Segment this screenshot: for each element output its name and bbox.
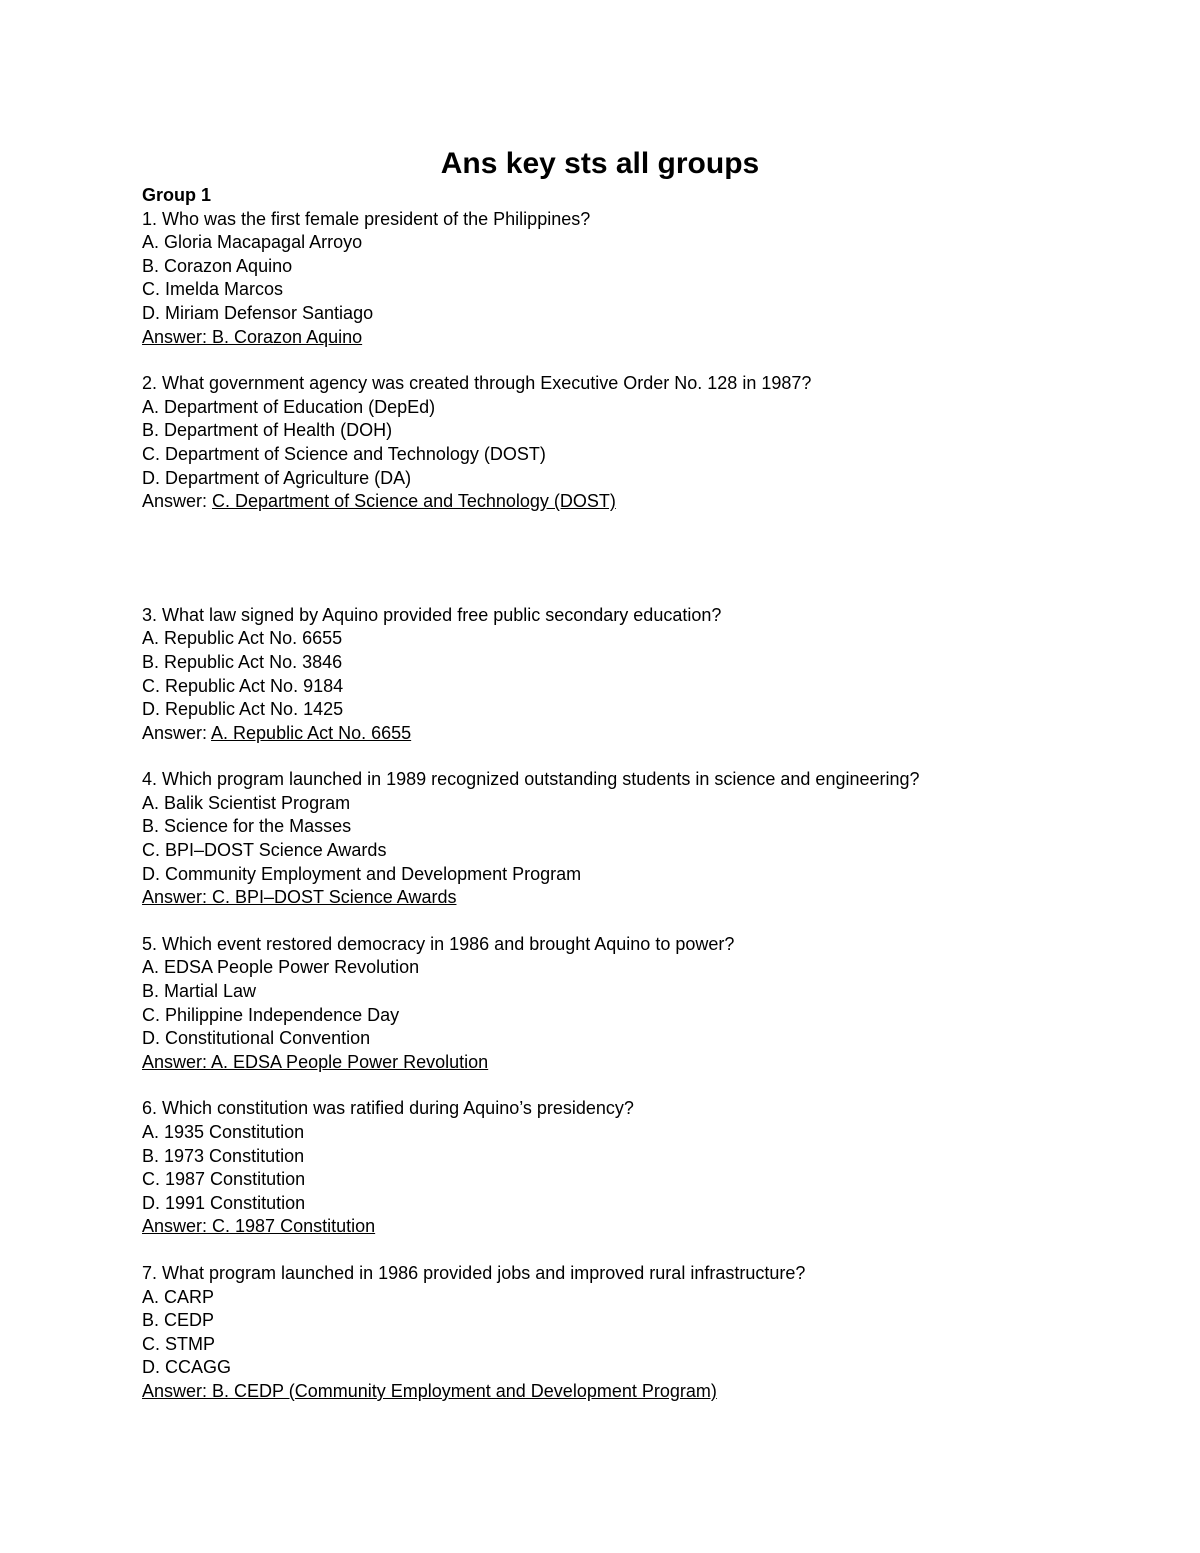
option: B. Martial Law bbox=[142, 981, 257, 1002]
option: C. 1987 Constitution bbox=[142, 1169, 306, 1190]
question-block bbox=[142, 1097, 1142, 1239]
answer-text: A. Republic Act No. 6655 bbox=[211, 722, 412, 743]
question-text: 1. Who was the first female president of the Philippines? bbox=[142, 208, 591, 229]
option: D. Community Employment and Development Program bbox=[142, 863, 582, 884]
question-text: 6. Which constitution was ratified during Aquino’s presidency? bbox=[142, 1098, 634, 1119]
answer-line bbox=[142, 722, 1142, 746]
option: A. CARP bbox=[142, 1286, 215, 1307]
option: A. 1935 Constitution bbox=[142, 1122, 305, 1142]
option: D. Republic Act No. 1425 bbox=[142, 699, 344, 720]
option: D. CCAGG bbox=[142, 1357, 232, 1378]
answer-text: Answer: B. Corazon Aquino bbox=[142, 326, 363, 347]
question-block bbox=[142, 208, 1142, 350]
option: B. 1973 Constitution bbox=[142, 1145, 305, 1166]
option: C. Republic Act No. 9184 bbox=[142, 675, 344, 696]
question-text: 2. What government agency was created through Executive Order No. 128 in 1987? bbox=[142, 373, 812, 394]
option: D. Constitutional Convention bbox=[142, 1028, 371, 1049]
option: C. Imelda Marcos bbox=[142, 279, 284, 300]
answer-text: Answer: C. BPI–DOST Science Awards bbox=[142, 887, 457, 908]
option: B. Corazon Aquino bbox=[142, 255, 293, 276]
option: C. Philippine Independence Day bbox=[142, 1004, 400, 1025]
group-heading: Group 1 bbox=[142, 185, 212, 205]
answer-line bbox=[142, 1051, 1142, 1075]
option: B. CEDP bbox=[142, 1310, 215, 1331]
option: A. EDSA People Power Revolution bbox=[142, 957, 420, 978]
option: C. STMP bbox=[142, 1333, 216, 1354]
option: A. Republic Act No. 6655 bbox=[142, 628, 343, 649]
answer-line bbox=[142, 1215, 1142, 1239]
document-body bbox=[142, 184, 1142, 1404]
option: D. Department of Agriculture (DA) bbox=[142, 467, 412, 488]
answer-line bbox=[142, 886, 1142, 910]
answer-text: Answer: B. CEDP (Community Employment and Development Program) bbox=[142, 1380, 717, 1401]
question-text: 4. Which program launched in 1989 recognized outstanding students in science and engineering? bbox=[142, 769, 920, 790]
answer-prefix: Answer: bbox=[142, 722, 212, 743]
question-text: 7. What program launched in 1986 provided jobs and improved rural infrastructure? bbox=[142, 1262, 806, 1283]
option: A. Balik Scientist Program bbox=[142, 792, 351, 813]
question-block bbox=[142, 604, 1142, 746]
option: A. Department of Education (DepEd) bbox=[142, 396, 436, 417]
question-block bbox=[142, 768, 1142, 910]
answer-prefix: Answer: bbox=[142, 491, 213, 512]
answer-line bbox=[142, 490, 1142, 514]
answer-text: Answer: A. EDSA People Power Revolution bbox=[142, 1051, 489, 1072]
answer-line bbox=[142, 326, 1142, 350]
option: C. Department of Science and Technology (DOST) bbox=[142, 443, 546, 464]
answer-text: Answer: C. 1987 Constitution bbox=[142, 1216, 376, 1237]
question-block bbox=[142, 372, 1142, 514]
option: B. Republic Act No. 3846 bbox=[142, 651, 343, 672]
option: B. Science for the Masses bbox=[142, 816, 352, 837]
question-text: 5. Which event restored democracy in 1986 and brought Aquino to power? bbox=[142, 933, 735, 954]
question-text: 3. What law signed by Aquino provided free public secondary education? bbox=[142, 604, 722, 625]
document-title: Ans key sts all groups bbox=[440, 147, 760, 180]
option: C. BPI–DOST Science Awards bbox=[142, 840, 387, 861]
option: D. Miriam Defensor Santiago bbox=[142, 302, 374, 323]
answer-text: C. Department of Science and Technology (DOST) bbox=[212, 491, 616, 512]
option: A. Gloria Macapagal Arroyo bbox=[142, 232, 363, 253]
answer-line bbox=[142, 1380, 1142, 1404]
option: D. 1991 Constitution bbox=[142, 1192, 306, 1213]
option: B. Department of Health (DOH) bbox=[142, 420, 393, 441]
question-block bbox=[142, 1262, 1142, 1404]
question-block bbox=[142, 933, 1142, 1075]
